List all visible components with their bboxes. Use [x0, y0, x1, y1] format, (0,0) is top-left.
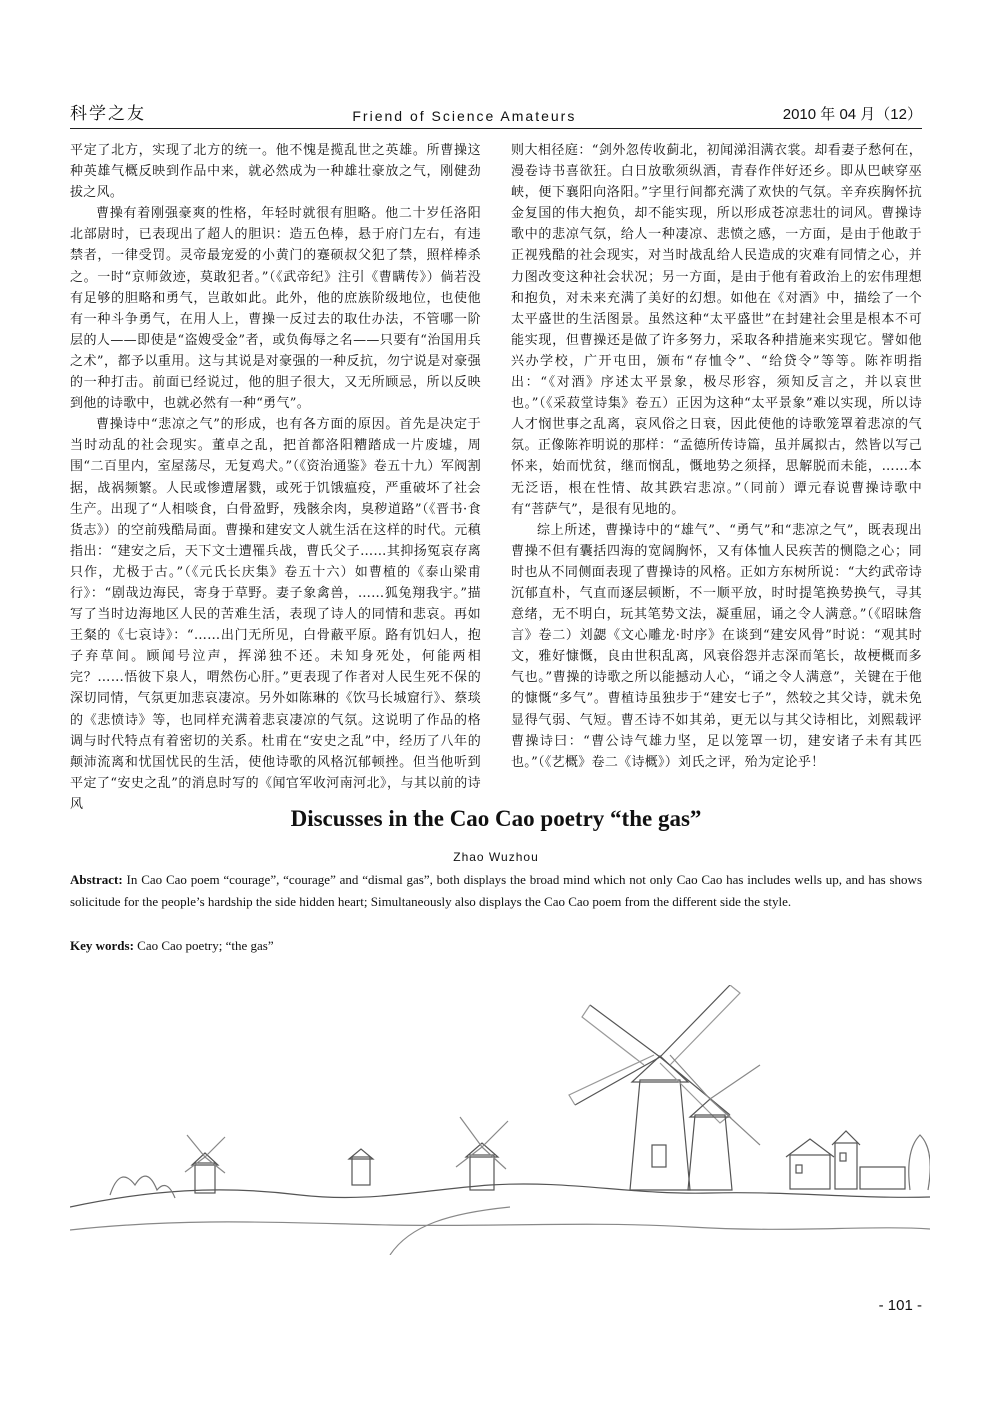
- paragraph: 平定了北方，实现了北方的统一。他不愧是揽乱世之英雄。所曹操这种英雄气概反映到作品中来，就必然成为一种雄壮豪放之气，刚健劲拔之风。: [70, 143, 481, 201]
- journal-name-cn: 科学之友: [70, 104, 146, 124]
- right-column: [511, 140, 922, 775]
- paragraph: 曹操有着刚强豪爽的性格，年轻时就很有胆略。他二十岁任洛阳北部尉时，已表现出了超人的胆识：造五色棒，悬于府门左右，有违禁者，一律受罚。灵帝最宠爱的小黄门的蹇硕叔父犯了禁，照样棒杀之。一时“京师敛迹，莫敢犯者。”（《武帝纪》注引《曹瞒传》）倘若没有足够的胆略和勇气，岂敢如此。此外，他的庶族阶级地位，也使他有一种斗争勇气，在用人上，曹操一反过去的取仕办法，不管哪一阶层的人——即使是“盗嫂受金”者，或负侮辱之名——只要有“治国用兵之术”，都予以重用。这与其说是对豪强的一种反抗，勿宁说是对豪强的一种打击。前面已经说过，他的胆子很大，又无所顾忌，所以反映到他的诗歌中，也就必然有一种“勇气”。: [70, 206, 481, 412]
- body-columns: [70, 140, 922, 812]
- paragraph: 则大相径庭：“剑外忽传收蓟北，初闻涕泪满衣裳。却看妻子愁何在，漫卷诗书喜欲狂。白日放歌须纵酒，青春作伴好还乡。即从巴峡穿巫峡，便下襄阳向洛阳。”字里行间都充满了欢快的气氛。辛弃疾胸怀抗金复国的伟大抱负，却不能实现，所以形成苍凉悲壮的词风。曹操诗歌中的悲凉气氛，给人一种凄凉、悲愤之感，一方面，是由于他敢于正视残酷的社会现实，对当时战乱给人民造成的灾难有同情之心，并力图改变这种社会状况；另一方面，是由于他有着政治上的宏伟理想和抱负，对未来充满了美好的幻想。如他在《对酒》中，描绘了一个太平盛世的生活图景。虽然这种“太平盛世”在封建社会里是根本不可能实现，但曹操还是做了许多努力，采取各种措施来实现它。譬如他兴办学校，广开屯田，颁布“存恤令”、“给贷令”等等。陈祚明指出：“《对酒》序述太平景象，极尽形容，须知反言之，并以哀世也。”（《采菽堂诗集》卷五）正因为这种“太平景象”难以实现，所以诗人才悯世事之乱离，哀风俗之日衰，因此使他的诗歌笼罩着悲凉的气氛。正像陈祚明说的那样：“孟德所传诗篇，虽并属拟古，然皆以写己怀来，始而忧贫，继而悯乱，慨地势之须择，思解脱而未能，……本无泛语，根在性情、故其跌宕悲凉。”（同前）谭元春说曹操诗歌中有“菩萨气”，是很有见地的。: [511, 143, 922, 517]
- english-abstract: [70, 869, 922, 913]
- abstract-text: In Cao Cao poem “courage”, “courage” and “dismal gas”, both displays the broad mind which not only Cao Cao has includes wells up, and has shows solicitude for the people’s hardship the side hidden heart; Simultaneously also displays the Cao Cao poem from the different side the style.: [70, 872, 923, 909]
- paragraph: 曹操诗中“悲凉之气”的形成，也有各方面的原因。首先是决定于当时动乱的社会现实。董卓之乱，把首都洛阳糟踏成一片废墟，周围“二百里内，室屋荡尽，无复鸡犬。”（《资治通鉴》卷五十九）军阀割据，战祸频繁。人民或惨遭屠戮，或死于饥饿瘟疫，严重破坏了社会生产。出现了“人相啖食，白骨盈野，残骸余肉，臭秽道路”（《晋书·食货志》）的空前残酷局面。曹操和建安文人就生活在这样的时代。元稹指出：“建安之后，天下文士遭罹兵战，曹氏父子……其抑扬冤哀存离只作，尤极于古。”（《元氏长庆集》卷五十六）如曹植的《泰山梁甫行》：“剧哉边海民，寄身于草野。妻子象禽兽，……狐兔翔我宇。”描写了当时边海地区人民的苦难生活，表现了诗人的同情和悲哀。再如王粲的《七哀诗》：“……出门无所见，白骨蔽平原。路有饥妇人，抱子弃草间。顾闻号泣声，挥涕独不还。未知身死处，何能两相完？……悟彼下泉人，喟然伤心肝。”更表现了作者对人民生死不保的深切同情，气氛更加悲哀凄凉。另外如陈琳的《饮马长城窟行》、蔡琰的《悲愤诗》等，也同样充满着悲哀凄凉的气氛。这说明了作品的格调与时代特点有着密切的关系。杜甫在“安史之乱”中，经历了八年的颠沛流离和忧国忧民的生活，使他诗歌的风格沉郁顿挫。但当他听到平定了“安史之乱”的消息时写的《闻官军收河南河北》，与其以前的诗风: [70, 417, 481, 812]
- english-keywords: [70, 935, 922, 957]
- page-number: - 101 -: [878, 1297, 922, 1314]
- paragraph: 综上所述，曹操诗中的“雄气”、“勇气”和“悲凉之气”，既表现出曹操不但有囊括四海的宽阔胸怀，又有体恤人民疾苦的恻隐之心；同时也从不同侧面表现了曹操诗的风格。正如方东树所说：“大约武帝诗沉郁直朴，气直而逐层顿断，不一顺平放，时时提笔换势换气，寻其意绪，无不明白，玩其笔势文法，凝重屈，诵之令人满意。”（《昭昧詹言》卷二）刘勰《文心雕龙·时序》在谈到“建安风骨”时说：“观其时文，雅好慷慨，良由世积乱离，风衰俗怨并志深而笔长，故梗概而多气也。”曹操的诗歌之所以能撼动人心，“诵之令人满意”，关键在于他的慷慨“多气”。曹植诗虽独步于“建安七子”，然较之其父诗，就未免显得气弱、气短。曹丕诗不如其弟，更无以与其父诗相比，刘熙载评曹操诗曰：“曹公诗气雄力坚，足以笼罩一切，建安诸子未有其匹也。”（《艺概》卷二《诗概》）刘氏之评，殆为定论乎！: [511, 522, 922, 770]
- running-header: [70, 98, 922, 129]
- abstract-label: Abstract:: [70, 872, 123, 887]
- keywords-text: Cao Cao poetry; “the gas”: [137, 938, 274, 953]
- english-author: Zhao Wuzhou: [453, 850, 539, 864]
- issue-date: 2010 年 04 月（12）: [782, 106, 922, 123]
- windmill-illustration: [70, 985, 930, 1255]
- left-column: [70, 140, 481, 812]
- english-title: Discusses in the Cao Cao poetry “the gas”: [290, 806, 702, 831]
- keywords-label: Key words:: [70, 938, 134, 953]
- journal-name-en: Friend of Science Amateurs: [352, 108, 577, 124]
